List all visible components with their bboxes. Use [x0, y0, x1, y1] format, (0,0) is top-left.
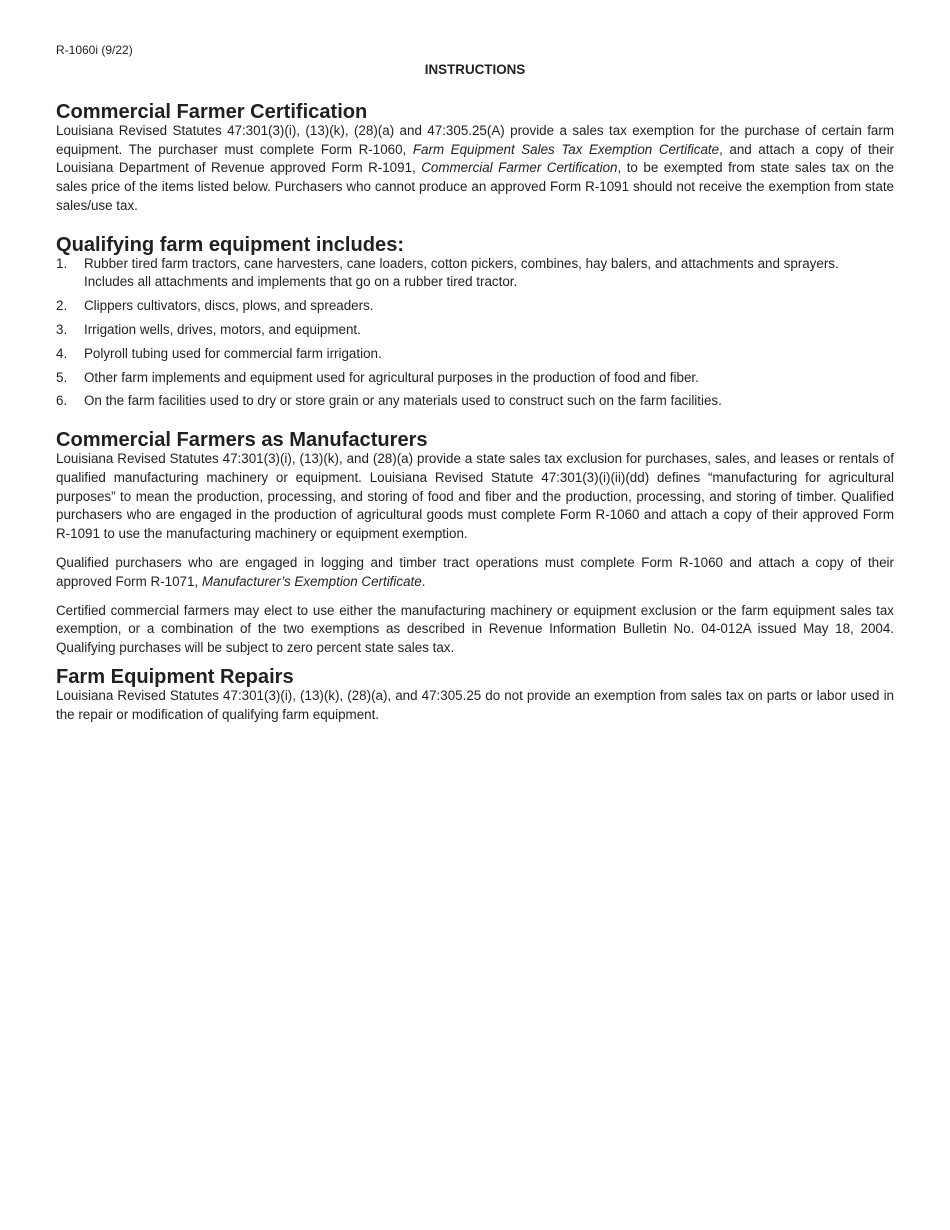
list-item-number: 2. — [56, 298, 68, 314]
page-title: INSTRUCTIONS — [424, 62, 526, 77]
section-heading: Qualifying farm equipment includes: — [56, 233, 405, 256]
form-title-italic: Manufacturer’s Exemption Certificate — [201, 573, 422, 589]
list-item-text: On the farm facilities used to dry or store grain or any materials used to construct such on the farm facilities. — [84, 393, 722, 409]
section-heading: Commercial Farmers as Manufacturers — [56, 429, 428, 452]
list-item-line: Rubber tired farm tractors, cane harvesters, cane loaders, cotton pickers, combines, hay balers, and attachments and sprayers. — [84, 255, 839, 271]
text-run: Louisiana Revised Statutes 47:301(3)(i), (13)(k), (28)(a) and 47:305.25(A) provide a sales tax exemption for the purchase of certain farm equipment. The purchaser must complete Form R-1060, — [56, 122, 894, 157]
list-item — [56, 369, 894, 388]
section-qualifying-equipment — [56, 233, 894, 411]
list-item-number: 4. — [56, 345, 68, 361]
list-item — [56, 297, 894, 316]
list-item — [56, 345, 894, 364]
form-title-italic: Farm Equipment Sales Tax Exemption Certificate — [412, 141, 720, 157]
list-item-text: Polyroll tubing used for commercial farm irrigation. — [84, 345, 382, 361]
certification-paragraph — [56, 122, 894, 216]
text-run: , to be exempted from state sales tax on the sales price of the items listed below. Purchasers who cannot produce an approved Form R-1091 should not receive the exemption from state sales/use tax. — [56, 160, 894, 213]
section-farm-equipment-repairs — [56, 665, 894, 724]
section-heading: Farm Equipment Repairs — [56, 665, 294, 688]
section-farmers-as-manufacturers — [56, 431, 894, 658]
list-item-text: Irrigation wells, drives, motors, and equipment. — [84, 321, 361, 337]
list-item-number: 6. — [56, 393, 68, 409]
text-run: . — [421, 573, 426, 589]
text-run: Qualified purchasers who are engaged in logging and timber tract operations must complete Form R-1060 and attach a copy of their approved Form R-1071, — [56, 554, 894, 589]
list-item-number: 1. — [56, 255, 68, 271]
list-item-text: Clippers cultivators, discs, plows, and spreaders. — [84, 298, 374, 314]
list-item-text — [84, 255, 894, 293]
section-heading: Commercial Farmer Certification — [56, 101, 368, 123]
repairs-paragraph: Louisiana Revised Statutes 47:301(3)(i), (13)(k), (28)(a), and 47:305.25 do not provide an exemption from sales tax on parts or labor used in the repair or modification of qualifying farm equipment. — [56, 687, 894, 722]
section-commercial-farmer-certification — [56, 103, 894, 216]
equipment-list — [56, 255, 894, 412]
form-title-italic: Commercial Farmer Certification — [421, 160, 618, 176]
list-item-number: 5. — [56, 369, 68, 385]
manufacturing-exclusion-paragraph: Louisiana Revised Statutes 47:301(3)(i), (13)(k), and (28)(a) provide a state sales tax exclusion for purchases, sales, and leases or rentals of qualified manufacturing machinery or equipment. Louisiana Revised Statute 47:301(3)(i)(ii)(dd) defines “manufacturing for agricultural purposes” to mean the production, processing, and storing of food and fiber and the production, processing, and storing of timber. Qualified purchasers who are engaged in the production of agricultural goods must complete Form R-1060 and attach a copy of their approved Form R-1091 to use the manufacturing machinery or equipment exemption. — [56, 450, 894, 542]
list-item — [56, 392, 894, 411]
list-item — [56, 255, 894, 293]
list-item — [56, 321, 894, 340]
form-number: R-1060i (9/22) — [56, 43, 133, 57]
text-run: , and attach a copy of their Louisiana Department of Revenue approved Form R-1091, — [56, 141, 895, 176]
list-item-number: 3. — [56, 321, 68, 337]
election-paragraph: Certified commercial farmers may elect to use either the manufacturing machinery or equipment exclusion or the farm equipment sales tax exemption, or a combination of the two exemptions as described in Revenue Information Bulletin No. 04-012A issued May 18, 2004. Qualifying purchases will be subject to zero percent state sales tax. — [56, 602, 894, 656]
instructions-page — [56, 42, 894, 724]
list-item-line: Includes all attachments and implements that go on a rubber tired tractor. — [84, 274, 518, 290]
logging-paragraph — [56, 554, 894, 592]
list-item-text: Other farm implements and equipment used for agricultural purposes in the production of food and fiber. — [84, 369, 699, 385]
